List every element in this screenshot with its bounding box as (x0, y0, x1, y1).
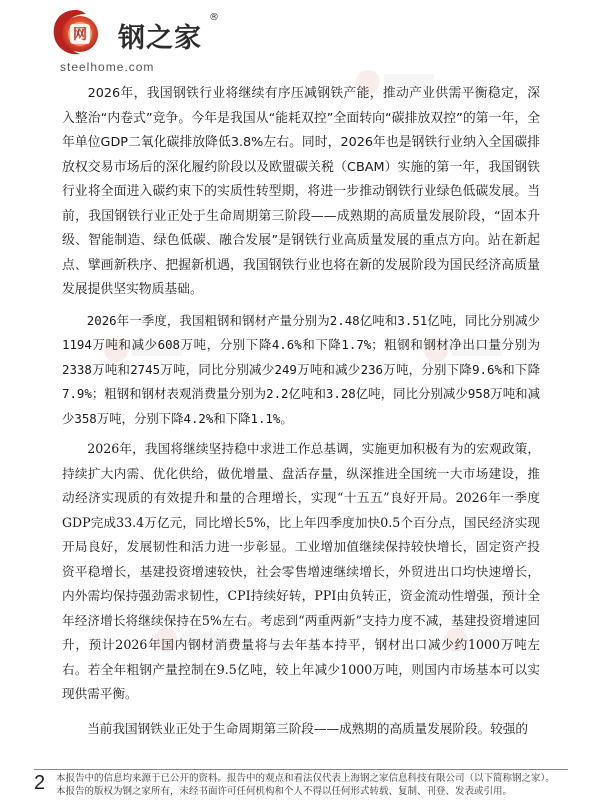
logo-glyph: 网 (73, 27, 87, 43)
registered-mark: ® (209, 12, 219, 23)
paragraph-q1-production: 2026年一季度，我国粗钢和钢材产量分别为2.48亿吨和3.51亿吨，同比分别减少1194万吨和减少608万吨，分别下降4.6%和下降1.7%；粗钢和钢材净出口量分别为2338万吨和2745万吨，同比分别减少249万吨和减少236万吨，分别下降9.6%和下降7.9%；粗钢和钢材表观消费量分别为2.2亿吨和3.28亿吨，同比分别减少958万吨和减少358万吨，分别下降4.2%和下降1.1%。 (62, 312, 540, 426)
page-number: 2 (34, 772, 46, 794)
brand-name: 钢之家 (118, 23, 202, 54)
paragraph-macro-economy: 2026年，我国将继续坚持稳中求进工作总基调，实施更加积极有为的宏观政策，持续扩大内需、优化供给，做优增量、盘活存量，纵深推进全国统一大市场建设，推动经济实现质的有效提升和量的合理增长，实现“十五五”良好开局。2026年一季度GDP完成33.4万亿元，同比增长5%，比上年四季度加快0.5个百分点，国民经济实现开局良好，发展韧性和活力进一步彰显。工业增加值继续保持较快增长，固定资产投资平稳增长，基建投资增速较快，社会零售增速继续增长，外贸进出口均快速增长，内外需均保持强劲需求韧性，CPI持续好转，PPI由负转正，资金流动性增强，预计全年经济增长将继续保持在5%左右。考虑到“两重两新”支持力度不减，基建投资增速回升，预计2026年国内钢材消费量将与去年基本持平，钢材出口减少约1000万吨左右。若全年粗钢产量控制在9.5亿吨，较上年减少1000万吨，则国内市场基本可以实现供需平衡。 (62, 441, 540, 701)
footer-divider (34, 769, 568, 770)
paragraph-lifecycle: 当前我国钢铁业正处于生命周期第三阶段——成熟期的高质量发展阶段。较强的 (87, 720, 528, 736)
report-body (62, 82, 540, 747)
steelhome-logo-icon (46, 6, 110, 58)
brand-url: steelhome.com (60, 60, 155, 74)
page-header (0, 0, 602, 78)
paragraph-industry-outlook: 2026年，我国钢铁行业将继续有序压减钢铁产能，推动产业供需平衡稳定，深入整治“内卷式”竞争。今年是我国从“能耗双控”全面转向“碳排放双控”的第一年，全年单位GDP二氧化碳排放降低3.8%左右。同时，2026年也是钢铁行业纳入全国碳排放权交易市场后的深化履约阶段以及欧盟碳关税（CBAM）实施的第一年，我国钢铁行业将全面进入碳约束下的实质性转型期，将进一步推动钢铁行业绿色低碳发展。当前，我国钢铁行业正处于生命周期第三阶段——成熟期的高质量发展阶段，“固本升级、智能制造、绿色低碳、融合发展”是钢铁行业高质量发展的重点方向。站在新起点、擘画新秩序、把握新机遇，我国钢铁行业也将在新的发展阶段为国民经济高质量发展提供坚实物质基础。 (62, 86, 540, 297)
footer-disclaimer: 本报告中的信息均来源于已公开的资料。报告中的观点和看法仅代表上海钢之家信息科技有限公司（以下简称钢之家）。本报告的版权为钢之家所有，未经书面许可任何机构和个人不得以任何形式转载、复制、刊登、发表或引用。 (56, 773, 555, 797)
